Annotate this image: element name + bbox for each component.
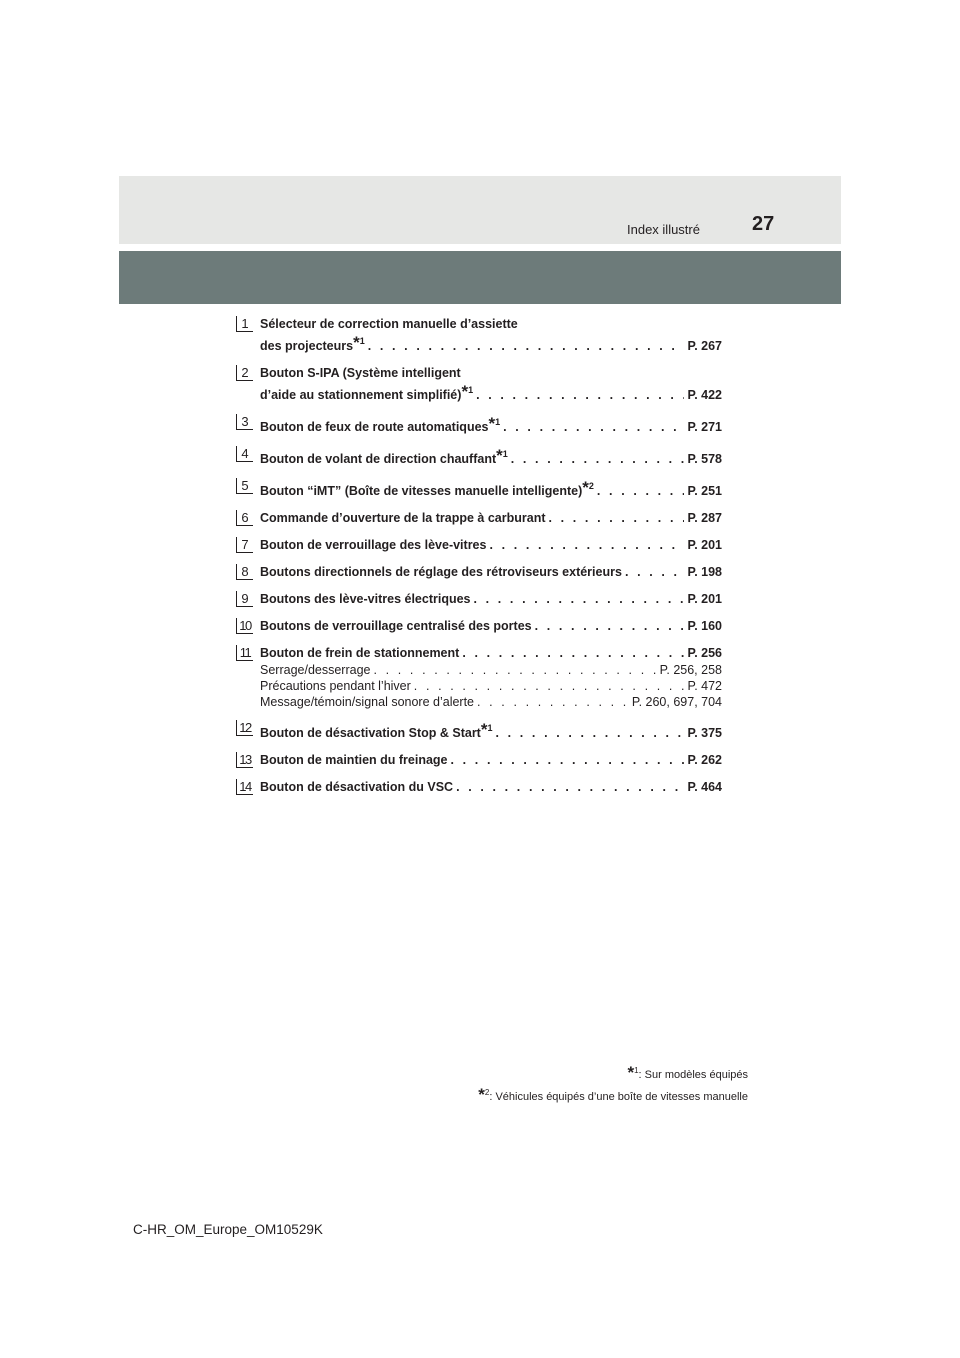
index-entry [236, 779, 722, 796]
header-band [119, 251, 841, 304]
entry-line [260, 720, 722, 742]
footnote-marker: 1 [359, 336, 365, 346]
footnote-asterisk: * [480, 720, 488, 739]
footnote-marker: 2 [484, 1088, 490, 1097]
footnote-marker: 1 [634, 1066, 639, 1075]
dot-leader [535, 618, 685, 635]
entry-number-badge: 1 [236, 316, 253, 332]
entry-label: Précautions pendant l’hiver [260, 679, 411, 693]
entry-line [260, 365, 722, 382]
entry-line [260, 694, 722, 710]
entry-line [260, 414, 722, 436]
footnote-asterisk: * [461, 382, 469, 401]
entry-label: Bouton de frein de stationnement [260, 646, 460, 660]
dot-leader [474, 591, 685, 608]
entry-label: Message/témoin/signal sonore d’alerte [260, 695, 475, 709]
dot-leader [368, 338, 685, 355]
entry-number-badge: 5 [236, 478, 253, 494]
page-reference-link[interactable]: P. 578 [687, 452, 722, 466]
entry-number-badge: 13 [236, 752, 253, 768]
entry-label: Bouton de verrouillage des lève-vitres [260, 538, 487, 552]
footnote-asterisk: * [353, 333, 360, 352]
entry-label: Boutons directionnels de réglage des rétroviseurs extérieurs [260, 565, 622, 579]
entry-line [260, 478, 722, 500]
footnote-text: : Sur modèles équipés [638, 1069, 748, 1081]
dot-leader [625, 564, 685, 581]
entry-label: d’aide au stationnement simplifié) [260, 388, 462, 402]
footnote-asterisk: * [627, 1063, 635, 1082]
entry-line [260, 678, 722, 694]
entry-line [260, 510, 722, 527]
entry-label: Bouton de feux de route automatiques [260, 420, 489, 434]
dot-leader [597, 483, 685, 500]
entry-number-badge: 12 [236, 720, 253, 736]
dot-leader [476, 387, 684, 404]
page-reference-link[interactable]: P. 464 [687, 780, 722, 794]
entry-line [260, 779, 722, 796]
page-number: 27 [752, 213, 775, 235]
entry-line [260, 564, 722, 581]
page-reference-link[interactable]: P. 198 [687, 565, 722, 579]
entry-number-badge: 8 [236, 564, 253, 580]
page-reference-link[interactable]: P. 262 [687, 753, 722, 767]
entry-label: Bouton “iMT” (Boîte de vitesses manuelle intelligente) [260, 484, 583, 498]
footnote-marker: 1 [487, 723, 493, 733]
header-top-bar [119, 176, 841, 244]
dot-leader [477, 694, 629, 710]
footnote [478, 1084, 748, 1106]
footnote [478, 1062, 748, 1084]
entry-line [260, 333, 722, 355]
dot-leader [511, 451, 685, 468]
entry-number-badge: 4 [236, 446, 253, 462]
entry-number-badge: 9 [236, 591, 253, 607]
entry-number-badge: 11 [236, 645, 253, 661]
page-reference-link[interactable]: P. 256, 258 [659, 663, 722, 677]
entry-number-badge: 7 [236, 537, 253, 553]
footnote-marker: 1 [495, 417, 501, 427]
index-entry [236, 537, 722, 554]
index-entry [236, 316, 722, 355]
index-entry [236, 645, 722, 710]
index-entry [236, 510, 722, 527]
entry-number-badge: 2 [236, 365, 253, 381]
entry-label: Bouton S-IPA (Système intelligent [260, 366, 461, 380]
index-entry [236, 591, 722, 608]
footnote-marker: 2 [588, 481, 594, 491]
index-entry [236, 446, 722, 468]
entry-line [260, 752, 722, 769]
index-entry [236, 414, 722, 436]
page-reference-link[interactable]: P. 201 [687, 538, 722, 552]
dot-leader [489, 537, 684, 554]
entry-label: Bouton de maintien du freinage [260, 753, 448, 767]
index-entry [236, 618, 722, 635]
entry-label: Commande d’ouverture de la trappe à carburant [260, 511, 546, 525]
entry-number-badge: 14 [236, 779, 253, 795]
entry-label: Bouton de désactivation du VSC [260, 780, 454, 794]
page-reference-link[interactable]: P. 267 [687, 339, 722, 353]
footnote-text: : Véhicules équipés d’une boîte de vitesses manuelle [489, 1091, 748, 1103]
page-reference-link[interactable]: P. 256 [687, 646, 722, 660]
entry-line [260, 618, 722, 635]
page-reference-link[interactable]: P. 271 [687, 420, 722, 434]
index-entries [236, 316, 722, 806]
entry-label: Bouton de volant de direction chauffant [260, 452, 497, 466]
entry-line [260, 382, 722, 404]
index-entry [236, 752, 722, 769]
entry-label: des projecteurs [260, 339, 354, 353]
dot-leader [373, 662, 656, 678]
page-reference-link[interactable]: P. 422 [687, 388, 722, 402]
entry-number-badge: 6 [236, 510, 253, 526]
dot-leader [496, 725, 685, 742]
entry-line [260, 591, 722, 608]
page-reference-link[interactable]: P. 287 [687, 511, 722, 525]
index-entry [236, 478, 722, 500]
entry-label: Boutons de verrouillage centralisé des portes [260, 619, 532, 633]
entry-line [260, 316, 722, 333]
page-reference-link[interactable]: P. 375 [687, 726, 722, 740]
dot-leader [503, 419, 684, 436]
dot-leader [414, 678, 685, 694]
dot-leader [456, 779, 684, 796]
entry-label: Serrage/desserrage [260, 663, 371, 677]
footnote-asterisk: * [582, 478, 589, 497]
footnote-asterisk: * [488, 414, 496, 433]
dot-leader [549, 510, 685, 527]
entry-line [260, 662, 722, 678]
entry-number-badge: 3 [236, 414, 253, 430]
page-reference-link[interactable]: P. 260, 697, 704 [631, 695, 722, 709]
page-reference-link[interactable]: P. 472 [687, 679, 722, 693]
footnotes [478, 1062, 748, 1106]
page-reference-link[interactable]: P. 251 [687, 484, 722, 498]
dot-leader [462, 645, 684, 662]
entry-number-badge: 10 [236, 618, 253, 634]
footnote-marker: 1 [468, 385, 474, 395]
page-reference-link[interactable]: P. 201 [687, 592, 722, 606]
entry-line [260, 645, 722, 662]
entry-label: Sélecteur de correction manuelle d’assiette [260, 317, 518, 331]
index-entry [236, 365, 722, 404]
entry-label: Bouton de désactivation Stop & Start [260, 726, 481, 740]
entry-line [260, 446, 722, 468]
section-title: Index illustré [627, 222, 700, 237]
entry-label: Boutons des lève-vitres électriques [260, 592, 471, 606]
entry-line [260, 537, 722, 554]
footnote-asterisk: * [496, 446, 503, 465]
footnote-asterisk: * [478, 1085, 485, 1104]
document-id: C-HR_OM_Europe_OM10529K [133, 1222, 323, 1237]
footnote-marker: 1 [502, 449, 508, 459]
index-entry [236, 564, 722, 581]
index-entry [236, 720, 722, 742]
page-reference-link[interactable]: P. 160 [687, 619, 722, 633]
dot-leader [451, 752, 685, 769]
